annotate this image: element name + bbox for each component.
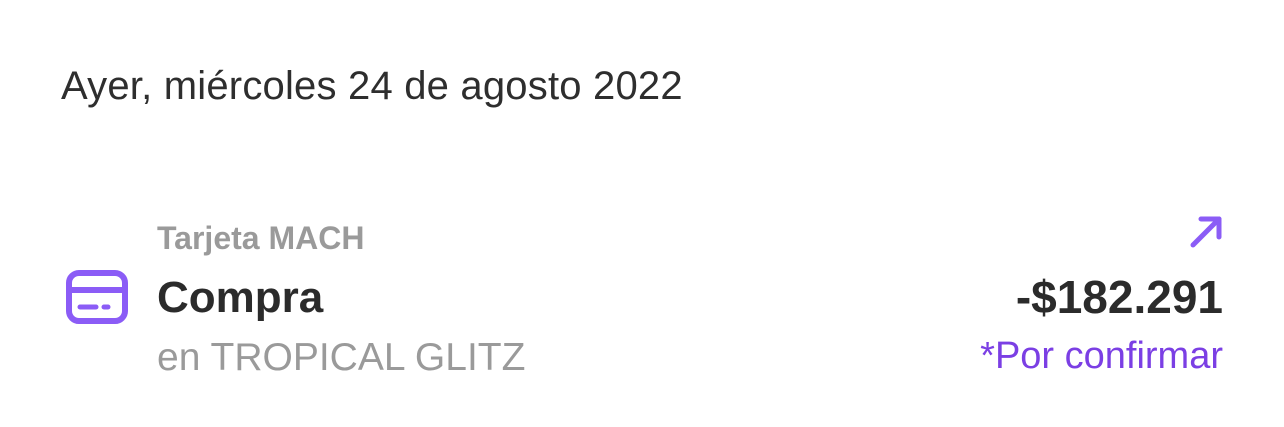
transaction-status: *Por confirmar <box>980 335 1223 377</box>
transaction-category: Tarjeta MACH <box>157 220 365 256</box>
date-header: Ayer, miércoles 24 de agosto 2022 <box>61 64 683 108</box>
arrow-up-right-icon <box>1188 214 1224 250</box>
transaction-row[interactable] <box>0 200 1284 390</box>
transaction-title: Compra <box>157 273 324 322</box>
transaction-amount: -$182.291 <box>1015 271 1223 323</box>
credit-card-icon <box>66 270 128 324</box>
transaction-merchant: en TROPICAL GLITZ <box>157 336 526 379</box>
